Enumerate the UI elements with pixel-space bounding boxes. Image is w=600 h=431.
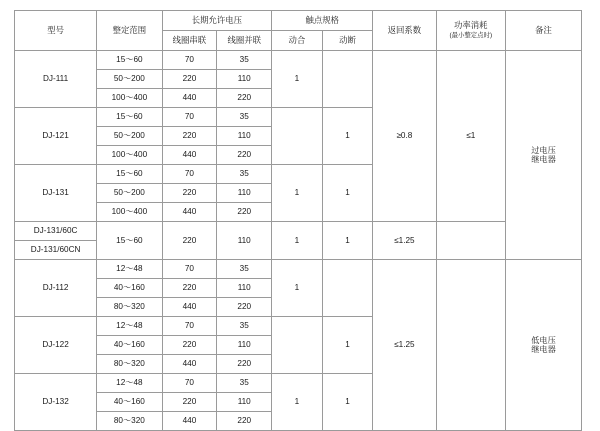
coil-parallel-cell: 110 <box>217 336 272 355</box>
power-consumption-60c: ≤1.25 <box>373 222 436 260</box>
power-consumption-upper: ≤1 <box>436 51 506 222</box>
coil-parallel-cell: 35 <box>217 260 272 279</box>
range-cell: 40～160 <box>97 393 162 412</box>
coil-series-cell: 440 <box>162 412 217 431</box>
coil-series-cell: 70 <box>162 374 217 393</box>
range-cell: 100～400 <box>97 89 162 108</box>
coil-series-cell: 70 <box>162 108 217 127</box>
return-coefficient-upper: ≥0.8 <box>373 51 436 222</box>
relay-spec-table <box>14 10 582 431</box>
contact-make-cell: 1 <box>272 222 323 260</box>
model-dj-131-60c: DJ-131/60C <box>15 222 97 241</box>
contact-break-cell: 1 <box>322 222 373 260</box>
coil-series-cell: 440 <box>162 298 217 317</box>
coil-parallel-cell: 220 <box>217 355 272 374</box>
range-cell: 15～60 <box>97 165 162 184</box>
table-header-row-1 <box>15 11 582 31</box>
coil-series-cell: 70 <box>162 165 217 184</box>
contact-make-cell: 1 <box>272 374 323 431</box>
range-cell: 50～200 <box>97 184 162 203</box>
coil-series-cell: 70 <box>162 260 217 279</box>
header-model: 型号 <box>15 11 97 51</box>
coil-parallel-cell: 110 <box>217 279 272 298</box>
coil-series-cell: 220 <box>162 393 217 412</box>
model-dj-122: DJ-122 <box>15 317 97 374</box>
header-contact-make: 动合 <box>272 31 323 51</box>
coil-series-cell: 220 <box>162 70 217 89</box>
contact-break-cell: 1 <box>322 317 373 374</box>
range-cell: 50～200 <box>97 70 162 89</box>
model-dj-121: DJ-121 <box>15 108 97 165</box>
contact-break-cell: 1 <box>322 374 373 431</box>
contact-break-cell: 1 <box>322 108 373 165</box>
model-dj-132: DJ-132 <box>15 374 97 431</box>
remark-undervoltage-line2: 继电器 <box>531 345 556 354</box>
header-contact-spec: 触点规格 <box>272 11 373 31</box>
coil-series-cell: 440 <box>162 355 217 374</box>
range-cell: 12～48 <box>97 374 162 393</box>
coil-parallel-cell: 220 <box>217 146 272 165</box>
contact-break-cell <box>322 51 373 108</box>
coil-parallel-cell: 35 <box>217 51 272 70</box>
range-cell: 40～160 <box>97 336 162 355</box>
header-long-term-voltage: 长期允许电压 <box>162 11 272 31</box>
power-consumption-lower <box>436 260 506 431</box>
contact-break-cell <box>322 260 373 317</box>
table-row <box>15 260 582 279</box>
coil-parallel-cell: 35 <box>217 108 272 127</box>
model-dj-111: DJ-111 <box>15 51 97 108</box>
coil-series-cell: 70 <box>162 51 217 70</box>
header-power-consumption <box>436 11 506 51</box>
contact-make-cell <box>272 108 323 165</box>
range-cell: 80～320 <box>97 298 162 317</box>
contact-make-cell: 1 <box>272 260 323 317</box>
coil-series-cell: 220 <box>162 279 217 298</box>
range-cell: 40～160 <box>97 279 162 298</box>
coil-parallel-cell: 35 <box>217 374 272 393</box>
header-remarks: 备注 <box>506 11 582 51</box>
remark-overvoltage-line1: 过电压 <box>531 145 556 155</box>
coil-series-cell: 220 <box>162 184 217 203</box>
range-cell: 15～60 <box>97 108 162 127</box>
header-power-consumption-note: (最小整定点时) <box>449 32 493 40</box>
coil-parallel-cell: 35 <box>217 317 272 336</box>
coil-series-cell: 440 <box>162 203 217 222</box>
header-coil-series: 线圈串联 <box>162 31 217 51</box>
range-cell: 80～320 <box>97 412 162 431</box>
coil-series-cell: 220 <box>162 127 217 146</box>
contact-make-cell <box>272 317 323 374</box>
remark-overvoltage-line2: 继电器 <box>531 155 556 164</box>
coil-parallel-cell: 110 <box>217 127 272 146</box>
model-dj-131-60cn: DJ-131/60CN <box>15 241 97 260</box>
coil-series-cell: 70 <box>162 317 217 336</box>
coil-parallel-cell: 110 <box>217 70 272 89</box>
coil-parallel-cell: 110 <box>217 222 272 260</box>
coil-parallel-cell: 220 <box>217 298 272 317</box>
coil-series-cell: 440 <box>162 146 217 165</box>
header-return-coefficient: 返回系数 <box>373 11 436 51</box>
range-cell: 80～320 <box>97 355 162 374</box>
remark-overvoltage <box>506 51 582 260</box>
range-cell: 100～400 <box>97 146 162 165</box>
range-cell: 12～48 <box>97 317 162 336</box>
range-cell: 12～48 <box>97 260 162 279</box>
range-cell: 50～200 <box>97 127 162 146</box>
model-dj-112: DJ-112 <box>15 260 97 317</box>
coil-series-cell: 440 <box>162 89 217 108</box>
return-coefficient-lower: ≤1.25 <box>373 260 436 431</box>
coil-parallel-cell: 220 <box>217 203 272 222</box>
header-setting-range: 整定范围 <box>97 11 162 51</box>
range-cell: 15～60 <box>97 222 162 260</box>
table-row <box>15 51 582 70</box>
contact-make-cell: 1 <box>272 51 323 108</box>
header-power-consumption-label: 功率消耗 <box>454 20 488 31</box>
coil-parallel-cell: 35 <box>217 165 272 184</box>
range-cell: 15～60 <box>97 51 162 70</box>
coil-parallel-cell: 220 <box>217 412 272 431</box>
table-row <box>15 222 582 241</box>
coil-series-cell: 220 <box>162 222 217 260</box>
header-contact-break: 动断 <box>322 31 373 51</box>
range-cell: 100～400 <box>97 203 162 222</box>
remark-undervoltage-line1: 低电压 <box>531 335 556 345</box>
coil-parallel-cell: 110 <box>217 393 272 412</box>
header-coil-parallel: 线圈并联 <box>217 31 272 51</box>
model-dj-131: DJ-131 <box>15 165 97 222</box>
contact-make-cell: 1 <box>272 165 323 222</box>
remark-undervoltage <box>506 260 582 431</box>
coil-parallel-cell: 220 <box>217 89 272 108</box>
coil-parallel-cell: 110 <box>217 184 272 203</box>
coil-series-cell: 220 <box>162 336 217 355</box>
contact-break-cell: 1 <box>322 165 373 222</box>
